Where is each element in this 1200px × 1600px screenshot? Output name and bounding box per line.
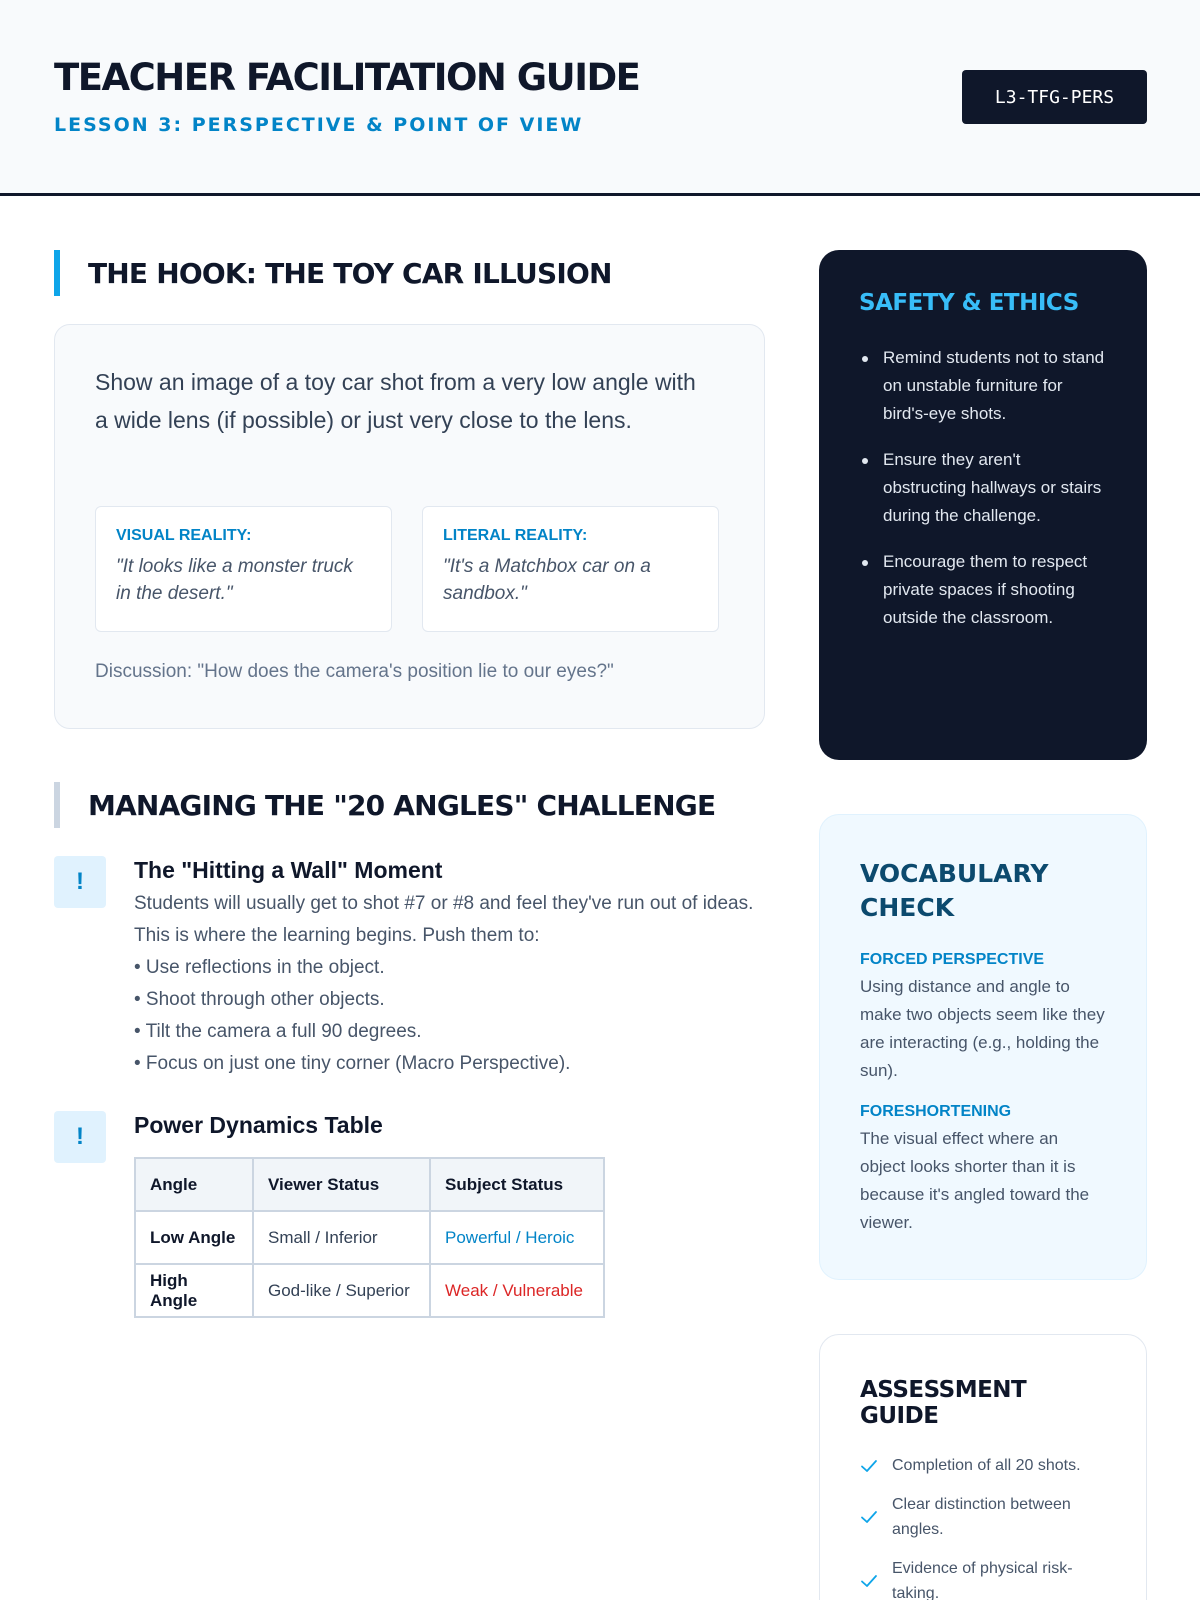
document-title: TEACHER FACILITATION GUIDE	[54, 56, 640, 99]
check-icon	[860, 1508, 878, 1526]
list-item: Ensure they aren't obstructing hallways or stairs during the challenge.	[883, 446, 1107, 530]
tip-bullet: • Tilt the camera a full 90 degrees.	[134, 1021, 422, 1042]
table-header-row	[135, 1158, 604, 1211]
challenge-heading: MANAGING THE "20 ANGLES" CHALLENGE	[54, 782, 715, 828]
document-code-badge: L3-TFG-PERS	[962, 70, 1147, 124]
tip-title-power-dynamics: Power Dynamics Table	[134, 1112, 383, 1138]
hook-card	[54, 324, 765, 729]
tip-intro: Students will usually get to shot #7 or #8 and feel they've run out of ideas. This is where the learning begins. Push them to:	[134, 893, 754, 946]
table-cell-viewer: Small / Inferior	[253, 1211, 430, 1264]
vocab-definition: Using distance and angle to make two objects seem like they are interacting (e.g., holding the sun).	[860, 977, 1105, 1080]
page-header	[0, 0, 1200, 196]
discussion-prompt: Discussion: "How does the camera's position lie to our eyes?"	[95, 661, 614, 682]
assessment-item-text: Completion of all 20 shots.	[892, 1457, 1081, 1474]
check-icon	[860, 1457, 878, 1475]
visual-reality-quote: "It looks like a monster truck in the desert."	[116, 556, 353, 604]
tip-bullet: • Focus on just one tiny corner (Macro Perspective).	[134, 1053, 571, 1074]
assessment-item-text: Evidence of physical risk-taking.	[892, 1560, 1073, 1600]
list-item: Remind students not to stand on unstable furniture for bird's-eye shots.	[883, 344, 1107, 428]
power-dynamics-table	[134, 1157, 605, 1318]
literal-reality-quote: "It's a Matchbox car on a sandbox."	[443, 556, 651, 604]
table-header-cell: Viewer Status	[253, 1158, 430, 1211]
alert-icon: !	[54, 1111, 106, 1163]
table-cell-angle: Low Angle	[135, 1211, 253, 1264]
assessment-card	[819, 1334, 1147, 1600]
list-item	[860, 1556, 1106, 1600]
lesson-subtitle: LESSON 3: PERSPECTIVE & POINT OF VIEW	[54, 114, 584, 136]
table-cell-subject: Weak / Vulnerable	[430, 1264, 604, 1317]
literal-reality-label: LITERAL REALITY:	[443, 527, 588, 544]
safety-title: SAFETY & ETHICS	[859, 290, 1079, 316]
table-cell-subject: Powerful / Heroic	[430, 1211, 604, 1264]
tip-body-hitting-wall	[134, 888, 754, 1080]
list-item	[860, 1492, 1106, 1542]
vocab-definition: The visual effect where an object looks shorter than it is because it's angled toward the viewer.	[860, 1129, 1090, 1232]
visual-reality-label: VISUAL REALITY:	[116, 527, 252, 544]
safety-list	[859, 344, 1107, 632]
table-cell-angle: High Angle	[135, 1264, 253, 1317]
list-item: Encourage them to respect private spaces if shooting outside the classroom.	[883, 548, 1107, 632]
list-item	[860, 1453, 1106, 1478]
literal-reality-card	[422, 506, 719, 632]
vocab-term: FORESHORTENING	[860, 1103, 1012, 1120]
table-row	[135, 1264, 604, 1317]
check-icon	[860, 1572, 878, 1590]
tip-title-hitting-wall: The "Hitting a Wall" Moment	[134, 857, 443, 883]
table-row	[135, 1211, 604, 1264]
alert-icon: !	[54, 856, 106, 908]
assessment-title: ASSESSMENT GUIDE	[860, 1377, 1027, 1429]
table-cell-viewer: God-like / Superior	[253, 1264, 430, 1317]
table-header-cell: Subject Status	[430, 1158, 604, 1211]
vocabulary-title: VOCABULARY CHECK	[860, 859, 1049, 922]
vocab-term: FORCED PERSPECTIVE	[860, 951, 1045, 968]
table-header-cell: Angle	[135, 1158, 253, 1211]
visual-reality-card	[95, 506, 392, 632]
hook-heading: THE HOOK: THE TOY CAR ILLUSION	[54, 250, 612, 296]
assessment-item-text: Clear distinction between angles.	[892, 1496, 1071, 1538]
tip-bullet: • Shoot through other objects.	[134, 989, 385, 1010]
vocabulary-card	[819, 814, 1147, 1280]
assessment-list	[860, 1453, 1106, 1600]
tip-bullet: • Use reflections in the object.	[134, 957, 385, 978]
hook-description: Show an image of a toy car shot from a very low angle with a wide lens (if possible) or just very close to the lens.	[95, 369, 696, 433]
safety-ethics-card	[819, 250, 1147, 760]
